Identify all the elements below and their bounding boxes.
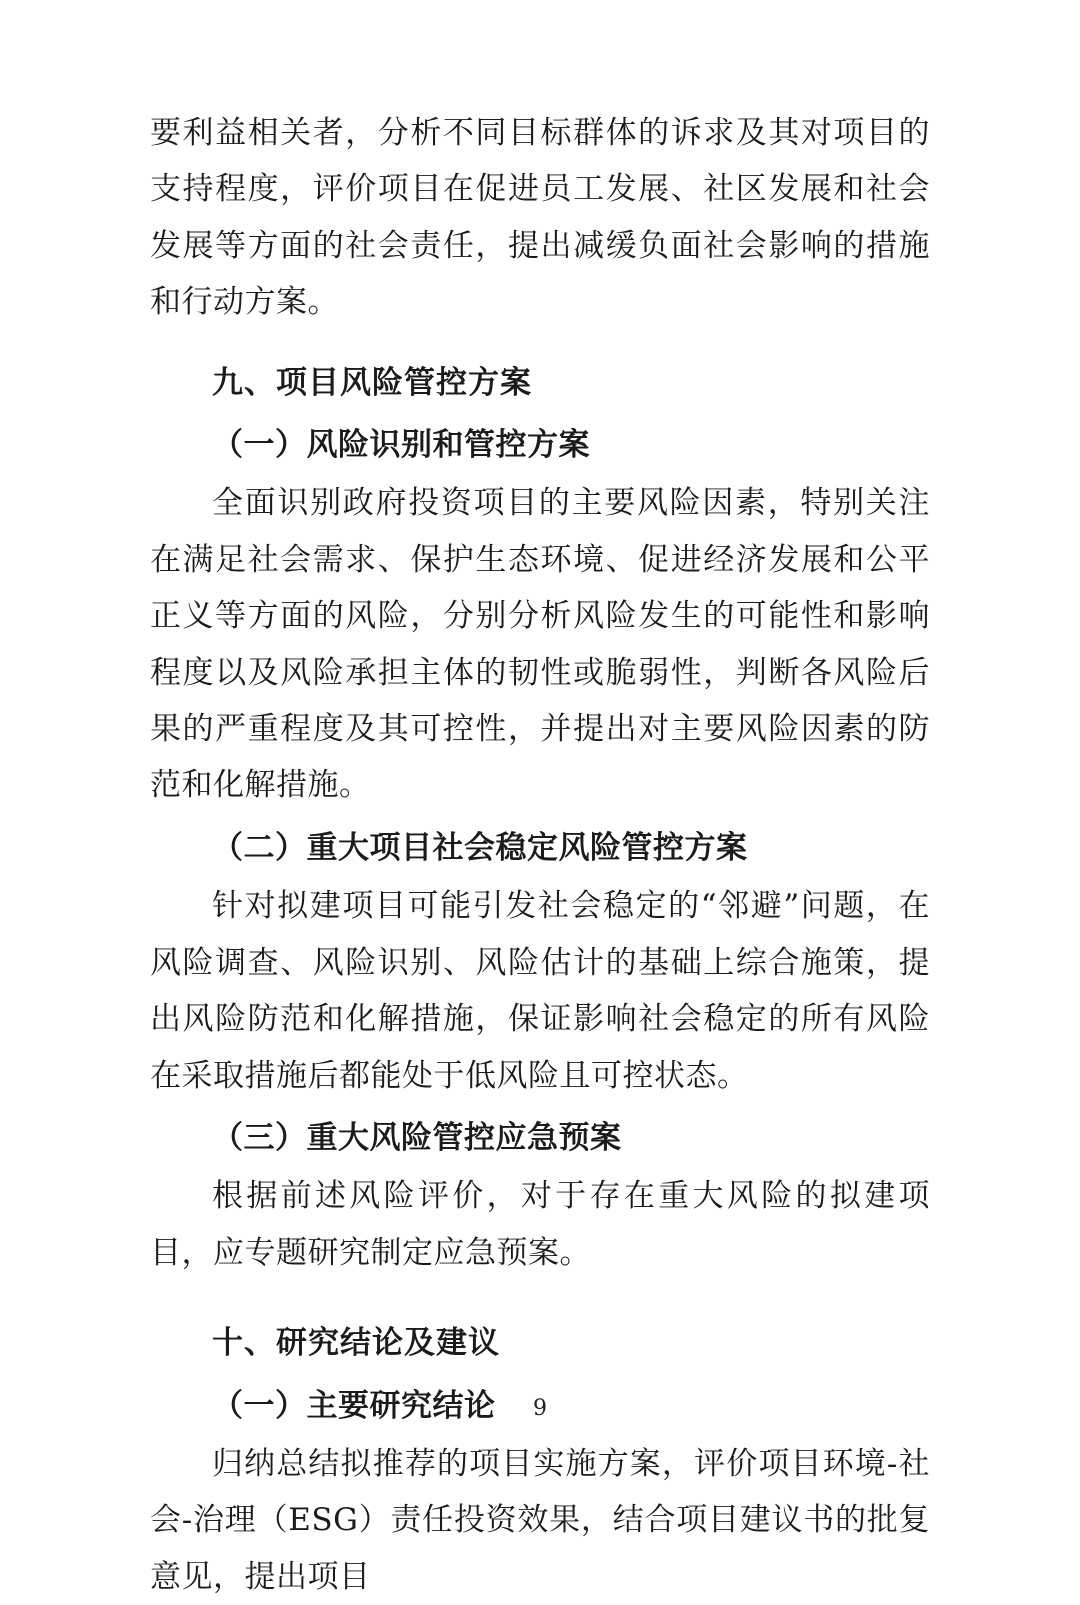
spacer <box>150 1283 930 1301</box>
paragraph-emergency-plan: 根据前述风险评价，对于存在重大风险的拟建项目，应专题研究制定应急预案。 <box>150 1178 930 1271</box>
paragraph-risk-identification: 全面识别政府投资项目的主要风险因素，特别关注在满足社会需求、保护生态环境、促进经济发展和公平正义等方面的风险，分别分析风险发生的可能性和影响程度以及风险承担主体的韧性或脆弱性，判断各风险后果的严重程度及其可控性，并提出对主要风险因素的防范和化解措施。 <box>150 485 930 804</box>
page-number: 9 <box>533 1396 547 1421</box>
paragraph-social-stability-risk: 针对拟建项目可能引发社会稳定的“邻避”问题，在风险调查、风险识别、风险估计的基础上综合施策，提出风险防范和化解措施，保证影响社会稳定的所有风险在采取措施后都能处于低风险且可控状态。 <box>150 888 930 1094</box>
paragraph-continued: 要利益相关者，分析不同目标群体的诉求及其对项目的支持程度，评价项目在促进员工发展、社区发展和社会发展等方面的社会责任，提出减缓负面社会影响的措施和行动方案。 <box>150 115 930 321</box>
subsection-heading-two: （二）重大项目社会稳定风险管控方案 <box>212 829 748 866</box>
section-heading-ten: 十、研究结论及建议 <box>212 1325 500 1362</box>
spacer <box>150 333 930 341</box>
section-heading-nine: 九、项目风险管控方案 <box>212 364 532 401</box>
subsection-heading-one: （一）风险识别和管控方案 <box>212 427 590 464</box>
subsection-heading-main-conclusions: （一）主要研究结论 <box>212 1387 496 1424</box>
subsection-heading-three: （三）重大风险管控应急预案 <box>212 1119 622 1156</box>
paragraph-conclusions: 归纳总结拟推荐的项目实施方案，评价项目环境-社会-治理（ESG）责任投资效果，结合项目建议书的批复意见，提出项目 <box>150 1445 930 1595</box>
